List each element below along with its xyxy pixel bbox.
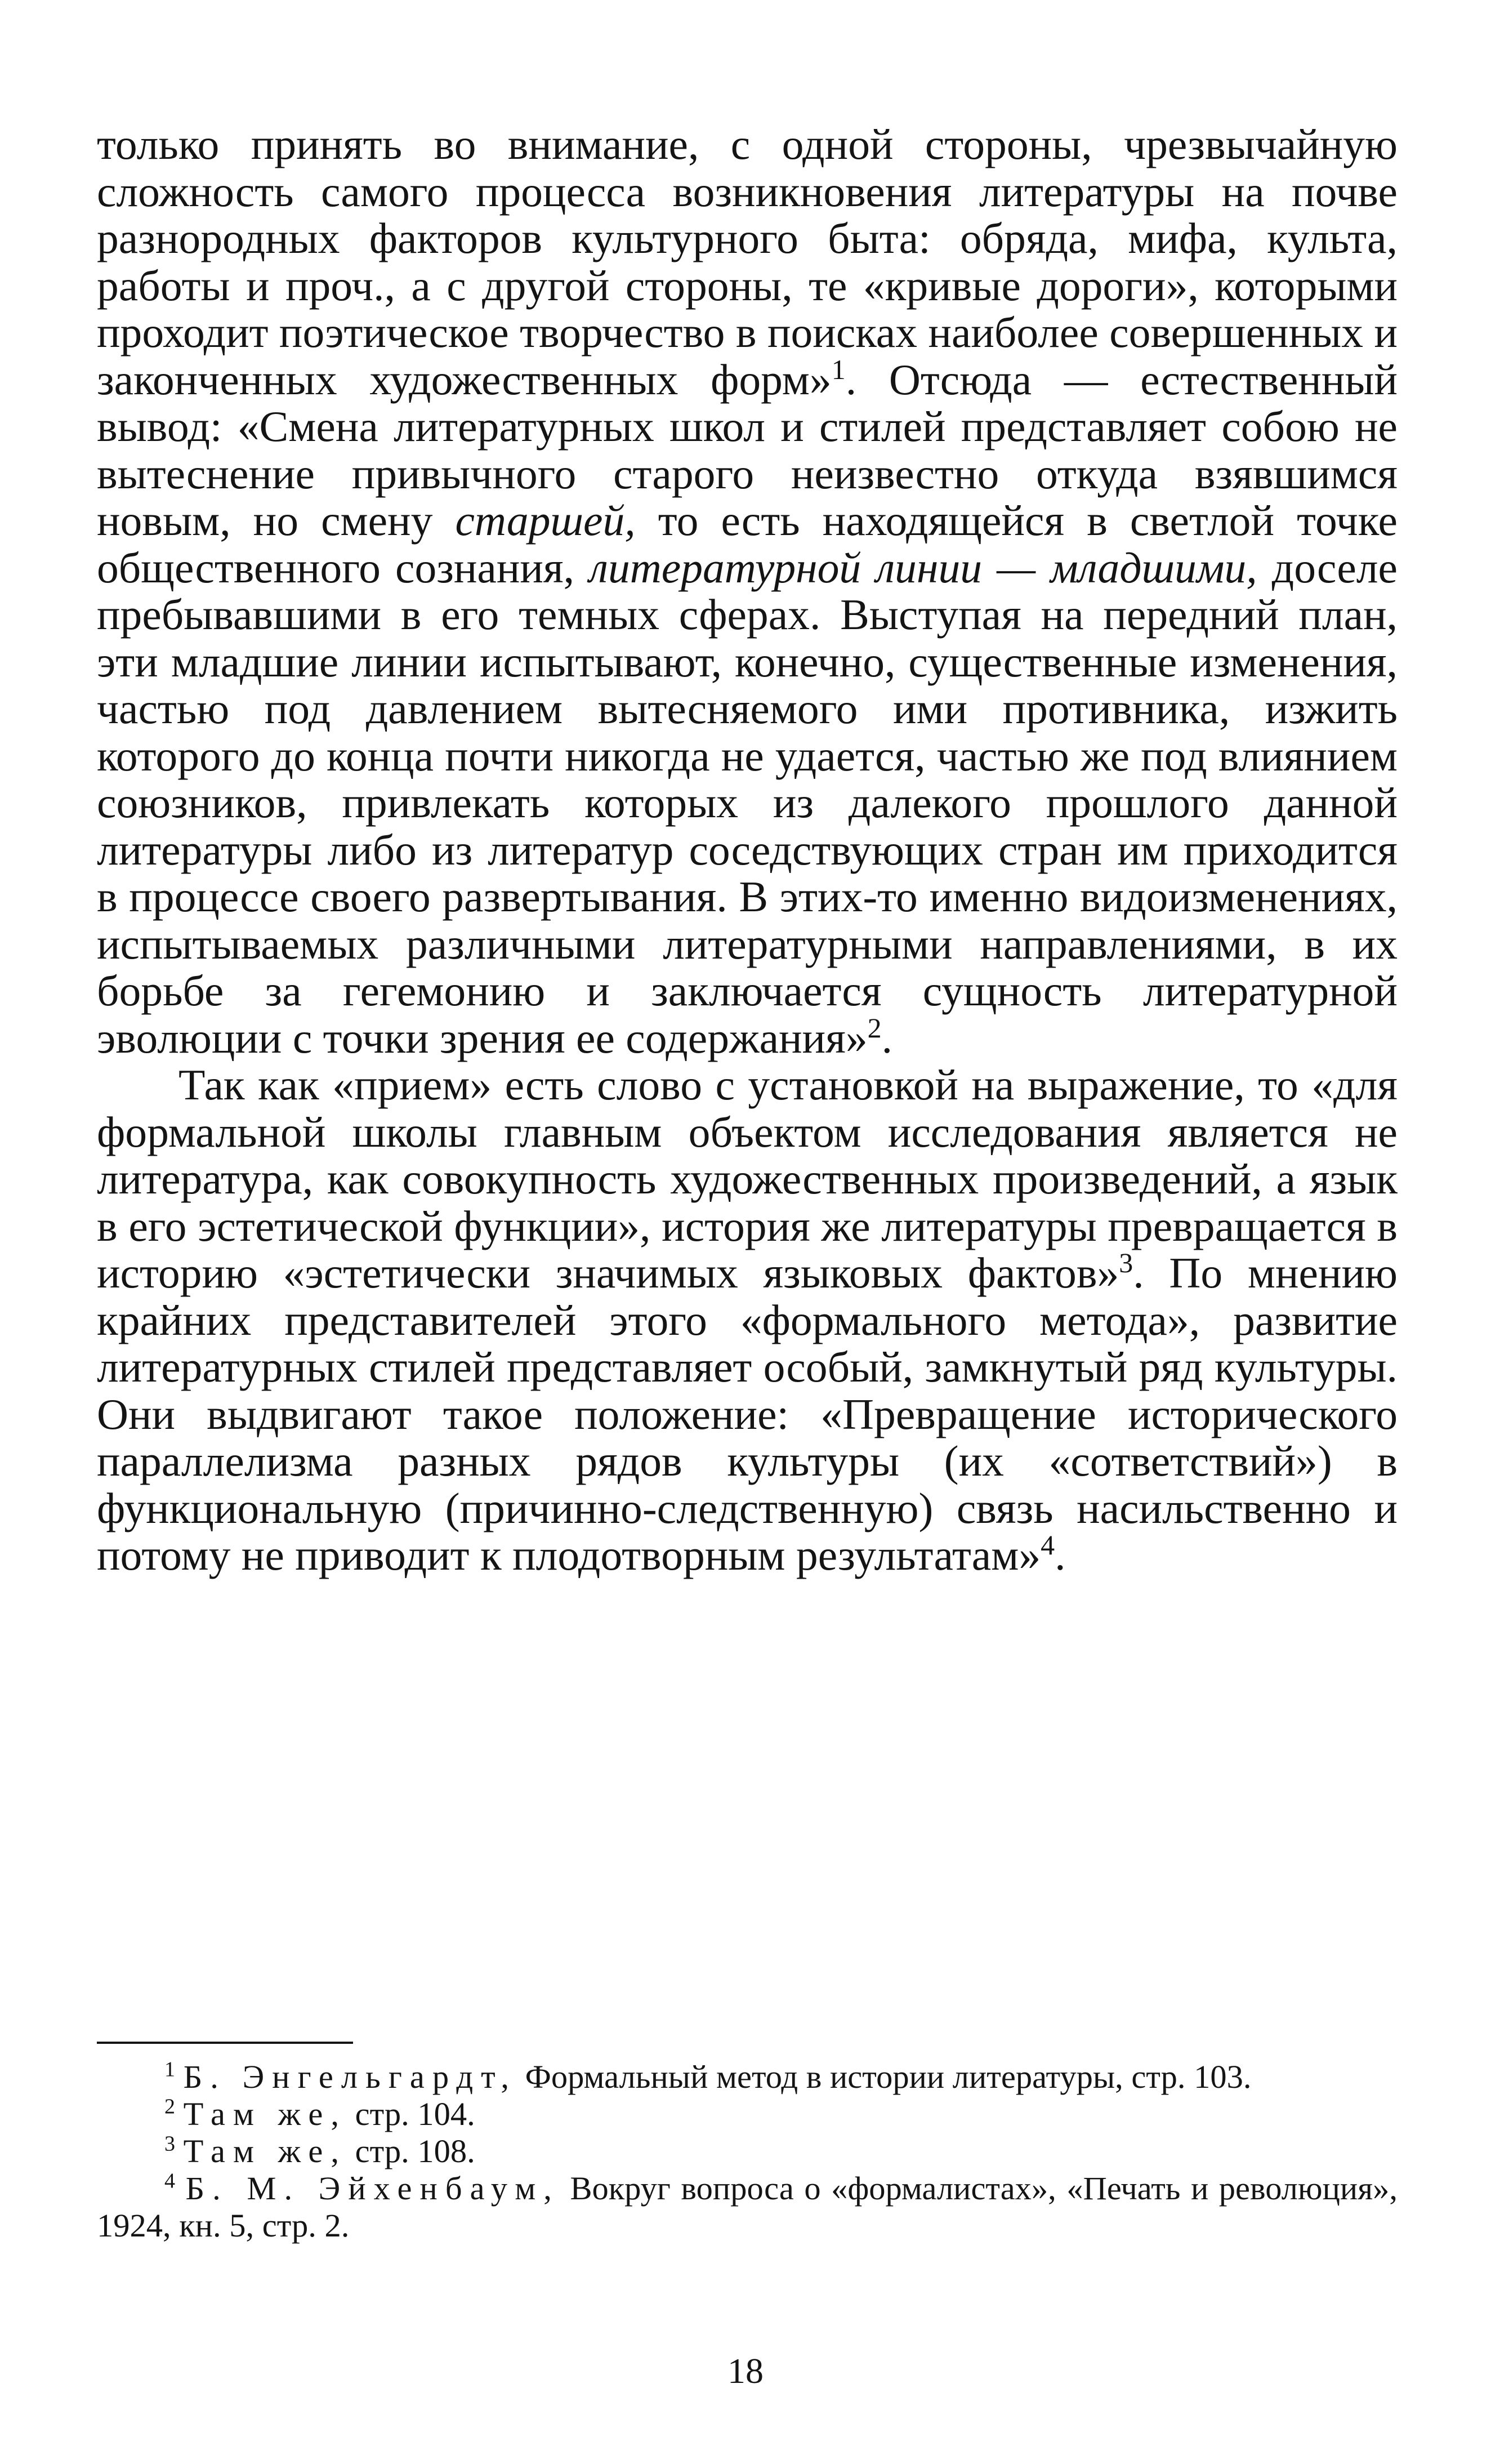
footnotes — [97, 2058, 1398, 2244]
footnote-number: 4 — [164, 2169, 175, 2193]
footnote-ref-2: 2 — [867, 1012, 882, 1044]
paragraph-1-text-1: только принять во внимание, с одной стороны, чрезвычайную сложность самого процесса возникновения литературы на почве разнородных факторов культурного быта: обряда, мифа, культа, работы и проч., а с другой стороны, те «кривые дороги», которыми проходит поэтическое творчество в поисках наиболее совершенных и законченных художественных форм» — [97, 120, 1398, 404]
footnote-text: Вокруг вопроса о «формалистах», «Печать и революция», 1924, кн. 5, стр. 2. — [97, 2170, 1398, 2244]
footnote-number: 3 — [164, 2132, 175, 2156]
page-number: 18 — [727, 2351, 764, 2391]
footnote-divider — [97, 2042, 353, 2044]
emphasis-starshei: старшей, — [455, 496, 636, 545]
paragraph-1-text-5: . — [881, 1013, 893, 1062]
paragraph-2-text-2: . По мнению крайних представителей этого «формального метода», развитие литературных стилей представляет особый, замкнутый ряд культуры. Они выдвигают такое положение: «Превращение исторического параллелизма разных рядов культуры (их «сответствий») в функциональную (причинно-следственную) связь насильственно и потому не приводит к плодотворным результатам» — [97, 1249, 1398, 1579]
footnote-number: 1 — [164, 2057, 175, 2082]
footnote-author: Там же, — [183, 2096, 347, 2132]
footnote-author: Б. Энгельгардт, — [183, 2058, 517, 2095]
paragraph-2-text-1: Так как «прием» есть слово с установкой на выражение, то «для формальной школы главным объектом исследования является не литература, как совокупность художественных произведений, а язык в его эстетической функции», история же литературы превращается в историю «эстетически значимых языковых фактов» — [97, 1061, 1398, 1297]
footnote-ref-1: 1 — [831, 353, 846, 385]
footnote-text: стр. 104. — [347, 2096, 475, 2132]
emphasis-literary-line: литературной линии — младшими, — [589, 543, 1257, 592]
footnote-ref-3: 3 — [1119, 1247, 1133, 1279]
footnote-ref-4: 4 — [1041, 1529, 1055, 1561]
footnote-2 — [97, 2096, 1398, 2133]
footnote-author: Б. М. Эйхенбаум, — [185, 2170, 560, 2207]
footnote-author: Там же, — [183, 2133, 347, 2169]
main-text — [97, 121, 1398, 1579]
paragraph-1-text-4: доселе пребывавшими в его темных сферах. Выступая на передний план, эти младшие линии испытывают, конечно, существенные изменения, частью под давлением вытесняемого ими противника, изжить которого до конца почти никогда не удается, частью же под влиянием союзников, привлекать которых из далекого прошлого данной литературы либо из литератур соседствующих стран им приходится в процессе своего развертывания. В этих-то именно видоизменениях, испытываемых различными литературными направлениями, в их борьбе за гегемонию и заключается сущность литературной эволюции с точки зрения ее содержания» — [97, 543, 1398, 1062]
footnote-text: Формальный метод в истории литературы, стр. 103. — [517, 2058, 1252, 2095]
footnote-text: стр. 108. — [347, 2133, 475, 2169]
paragraph-2 — [97, 1062, 1398, 1579]
paragraph-1 — [97, 121, 1398, 1062]
paragraph-1-text-3: то есть находящейся в светлой точке общественного сознания, — [97, 496, 1398, 592]
paragraph-2-text-3: . — [1055, 1531, 1066, 1579]
footnote-4 — [97, 2170, 1398, 2244]
footnote-number: 2 — [164, 2095, 175, 2119]
footnote-3 — [97, 2133, 1398, 2170]
footnote-1 — [97, 2058, 1398, 2096]
paragraph-1-text-2: . Отсюда — естественный вывод: «Смена литературных школ и стилей представляет собою не вытеснение привычного старого неизвестно откуда взявшимся новым, но смену — [97, 355, 1398, 545]
